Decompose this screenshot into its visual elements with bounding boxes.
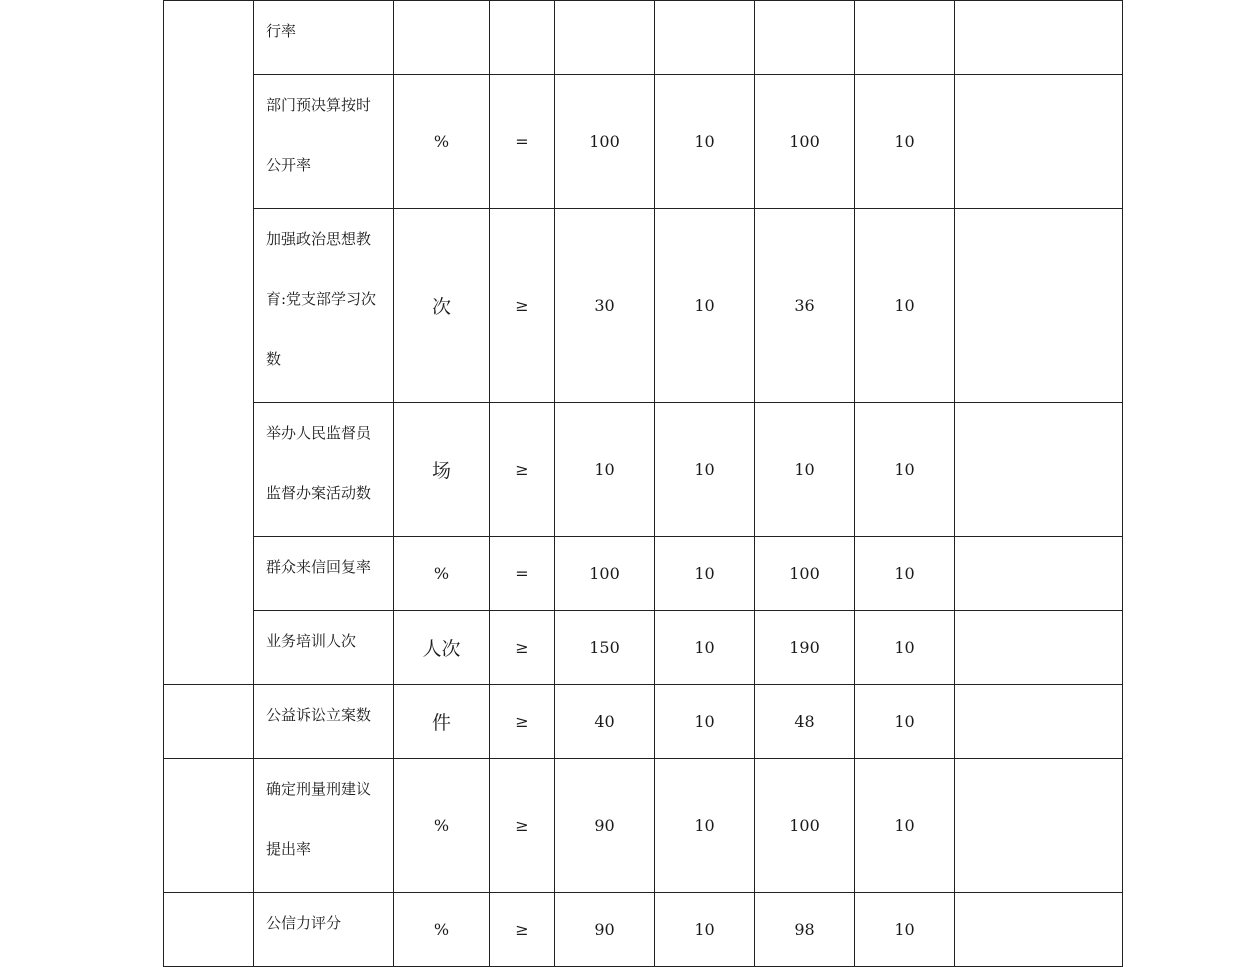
operator-cell: ≥ [490,685,555,759]
unit-cell: % [394,75,490,209]
got-cell: 10 [855,403,955,537]
category-cell [164,1,254,685]
table-row [164,611,1123,685]
got-cell [855,1,955,75]
table-row [164,759,1123,893]
actual-cell: 100 [755,537,855,611]
category-cell [164,685,254,759]
operator-cell: = [490,75,555,209]
note-cell [955,893,1123,967]
table-row [164,685,1123,759]
got-cell: 10 [855,611,955,685]
operator-cell [490,1,555,75]
indicator-name: 确定刑量刑建议提出率 [254,759,394,893]
note-cell [955,611,1123,685]
unit-cell: % [394,759,490,893]
indicator-name: 部门预决算按时公开率 [254,75,394,209]
indicator-table [163,0,1123,967]
got-cell: 10 [855,893,955,967]
operator-cell: ≥ [490,611,555,685]
unit-cell [394,1,490,75]
score-cell: 10 [655,537,755,611]
note-cell [955,537,1123,611]
target-cell: 90 [555,893,655,967]
table-row [164,537,1123,611]
table-row [164,1,1123,75]
score-cell: 10 [655,209,755,403]
unit-cell: 场 [394,403,490,537]
table-row [164,403,1123,537]
target-cell: 150 [555,611,655,685]
indicator-name: 举办人民监督员监督办案活动数 [254,403,394,537]
score-cell: 10 [655,685,755,759]
actual-cell: 100 [755,759,855,893]
target-cell: 100 [555,537,655,611]
score-cell: 10 [655,611,755,685]
score-cell: 10 [655,75,755,209]
actual-cell [755,1,855,75]
indicator-name: 行率 [254,1,394,75]
note-cell [955,75,1123,209]
actual-cell: 190 [755,611,855,685]
target-cell: 100 [555,75,655,209]
score-cell [655,1,755,75]
operator-cell: ≥ [490,403,555,537]
actual-cell: 98 [755,893,855,967]
table-row [164,893,1123,967]
operator-cell: ≥ [490,209,555,403]
unit-cell: 件 [394,685,490,759]
note-cell [955,759,1123,893]
got-cell: 10 [855,75,955,209]
score-cell: 10 [655,759,755,893]
actual-cell: 48 [755,685,855,759]
note-cell [955,403,1123,537]
got-cell: 10 [855,209,955,403]
score-cell: 10 [655,403,755,537]
actual-cell: 10 [755,403,855,537]
indicator-name: 公益诉讼立案数 [254,685,394,759]
indicator-name: 业务培训人次 [254,611,394,685]
indicator-name: 群众来信回复率 [254,537,394,611]
target-cell: 30 [555,209,655,403]
actual-cell: 100 [755,75,855,209]
got-cell: 10 [855,685,955,759]
target-cell: 10 [555,403,655,537]
unit-cell: 次 [394,209,490,403]
got-cell: 10 [855,537,955,611]
indicator-name: 加强政治思想教育:党支部学习次数 [254,209,394,403]
target-cell: 40 [555,685,655,759]
category-cell [164,893,254,967]
unit-cell: % [394,893,490,967]
got-cell: 10 [855,759,955,893]
operator-cell: ≥ [490,893,555,967]
indicator-name: 公信力评分 [254,893,394,967]
unit-cell: % [394,537,490,611]
table-row [164,75,1123,209]
unit-cell: 人次 [394,611,490,685]
operator-cell: ≥ [490,759,555,893]
category-cell [164,759,254,893]
target-cell: 90 [555,759,655,893]
score-cell: 10 [655,893,755,967]
note-cell [955,1,1123,75]
table-row [164,209,1123,403]
operator-cell: = [490,537,555,611]
note-cell [955,209,1123,403]
note-cell [955,685,1123,759]
actual-cell: 36 [755,209,855,403]
target-cell [555,1,655,75]
